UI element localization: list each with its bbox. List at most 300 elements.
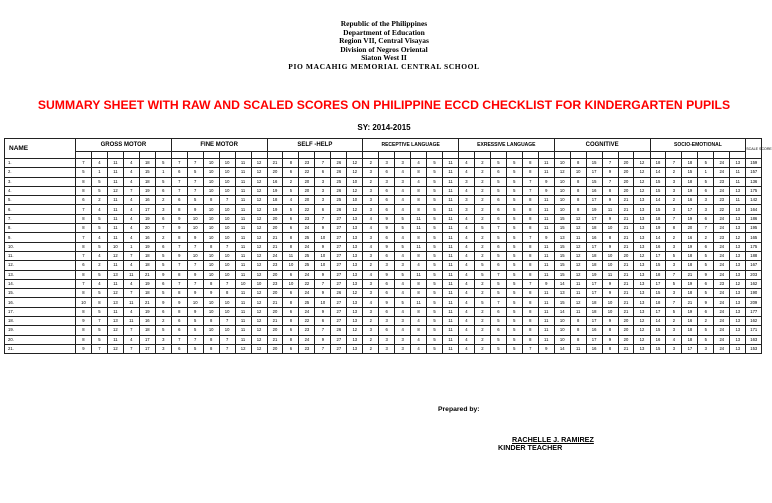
score-cell: 21	[618, 205, 634, 214]
score-cell: 4	[363, 270, 379, 279]
header-school: PIO MACAHIG MEMORIAL CENTRAL SCHOOL	[288, 61, 480, 71]
score-cell: 6	[698, 279, 714, 288]
score-cell: 25	[331, 196, 347, 205]
score-cell: 6	[379, 307, 395, 316]
score-cell: 27	[331, 307, 347, 316]
score-cell: 5	[474, 261, 490, 270]
score-cell: 22	[299, 279, 315, 288]
score-cell: 16	[586, 186, 602, 195]
scaled-score-cell: 190	[746, 289, 762, 298]
score-cell: 2	[283, 177, 299, 186]
score-cell: 10	[203, 214, 219, 223]
score-cell: 12	[570, 242, 586, 251]
score-cell: 6	[490, 326, 506, 335]
score-cell: 13	[730, 242, 746, 251]
score-cell: 18	[586, 298, 602, 307]
score-cell: 11	[538, 214, 554, 223]
score-cell: 9	[602, 317, 618, 326]
score-cell: 7	[123, 326, 139, 335]
table-row	[5, 326, 762, 335]
score-cell: 3	[395, 344, 411, 353]
score-cell: 4	[91, 205, 107, 214]
score-cell: 8	[283, 242, 299, 251]
score-cell: 12	[570, 224, 586, 233]
subheader-cell	[76, 152, 92, 159]
score-cell: 3	[363, 168, 379, 177]
score-cell: 24	[714, 270, 730, 279]
score-cell: 13	[634, 270, 650, 279]
score-cell: 5	[506, 307, 522, 316]
score-cell: 5	[427, 205, 443, 214]
score-cell: 7	[602, 177, 618, 186]
score-cell: 5	[506, 326, 522, 335]
score-cell: 5	[490, 344, 506, 353]
score-cell: 15	[139, 168, 155, 177]
score-cell: 6	[171, 326, 187, 335]
score-cell: 10	[203, 261, 219, 270]
score-cell: 11	[107, 205, 123, 214]
score-cell: 3	[698, 196, 714, 205]
score-cell: 6	[76, 261, 92, 270]
score-cell: 6	[155, 242, 171, 251]
score-cell: 13	[634, 261, 650, 270]
score-cell: 8	[602, 233, 618, 242]
score-cell: 8	[283, 233, 299, 242]
score-cell: 8	[522, 159, 538, 168]
score-cell: 10	[219, 168, 235, 177]
domain-header-row	[5, 139, 762, 152]
score-cell: 5	[506, 224, 522, 233]
score-cell: 13	[634, 298, 650, 307]
subheader-cell	[602, 152, 618, 159]
score-cell: 11	[443, 307, 459, 316]
subheader-cell	[666, 152, 682, 159]
score-cell: 11	[411, 214, 427, 223]
score-cell: 13	[347, 307, 363, 316]
score-cell: 17	[682, 344, 698, 353]
score-cell: 5	[155, 251, 171, 260]
score-cell: 13	[347, 224, 363, 233]
score-cell: 9	[187, 270, 203, 279]
table-row	[5, 205, 762, 214]
score-cell: 11	[538, 270, 554, 279]
score-cell: 18	[139, 177, 155, 186]
score-cell: 19	[267, 186, 283, 195]
score-cell: 19	[586, 205, 602, 214]
score-cell: 4	[395, 196, 411, 205]
score-cell: 11	[235, 196, 251, 205]
score-cell: 6	[283, 224, 299, 233]
scaled-score-cell: 159	[746, 159, 762, 168]
subheader-cell	[139, 152, 155, 159]
score-cell: 5	[283, 205, 299, 214]
subheader-cell	[219, 152, 235, 159]
table-row	[5, 261, 762, 270]
score-cell: 20	[267, 307, 283, 316]
score-cell: 27	[331, 233, 347, 242]
score-cell: 9	[538, 344, 554, 353]
score-cell: 2	[363, 261, 379, 270]
score-cell: 19	[682, 307, 698, 316]
score-cell: 10	[219, 159, 235, 168]
scaled-score-cell: 195	[746, 224, 762, 233]
subheader-cell	[315, 152, 331, 159]
score-cell: 10	[187, 214, 203, 223]
score-cell: 17	[586, 196, 602, 205]
score-cell: 11	[538, 159, 554, 168]
score-cell: 11	[443, 270, 459, 279]
score-cell: 13	[347, 279, 363, 288]
teacher-name: RACHELLE J. RAMIREZ	[512, 435, 594, 444]
score-cell: 10	[203, 205, 219, 214]
score-cell: 10	[219, 307, 235, 316]
score-cell: 11	[235, 214, 251, 223]
score-cell: 15	[554, 251, 570, 260]
subheader-cell	[730, 152, 746, 159]
subheader-cell	[458, 152, 474, 159]
row-number: 21.	[5, 344, 76, 353]
score-cell: 13	[730, 344, 746, 353]
scaled-score-cell: 142	[746, 196, 762, 205]
score-cell: 27	[331, 261, 347, 270]
score-cell: 18	[650, 270, 666, 279]
table-row	[5, 289, 762, 298]
score-cell: 11	[602, 205, 618, 214]
score-cell: 13	[347, 261, 363, 270]
score-cell: 18	[586, 251, 602, 260]
score-cell: 10	[203, 159, 219, 168]
score-cell: 11	[443, 289, 459, 298]
score-cell: 14	[650, 196, 666, 205]
score-cell: 10	[187, 251, 203, 260]
score-cell: 10	[107, 242, 123, 251]
score-cell: 9	[171, 214, 187, 223]
table-row	[5, 307, 762, 316]
score-cell: 2	[474, 242, 490, 251]
score-cell: 5	[506, 279, 522, 288]
score-cell: 5	[395, 224, 411, 233]
score-cell: 5	[187, 168, 203, 177]
subheader-cell	[251, 152, 267, 159]
score-cell: 23	[714, 177, 730, 186]
score-cell: 3	[666, 326, 682, 335]
subheader-cell	[187, 152, 203, 159]
score-cell: 6	[490, 205, 506, 214]
score-cell: 6	[379, 186, 395, 195]
score-cell: 2	[474, 186, 490, 195]
score-cell: 4	[123, 159, 139, 168]
score-cell: 10	[347, 177, 363, 186]
score-cell: 4	[411, 261, 427, 270]
row-number: 3.	[5, 177, 76, 186]
score-cell: 7	[522, 186, 538, 195]
score-cell: 4	[458, 186, 474, 195]
score-cell: 22	[714, 205, 730, 214]
score-cell: 17	[586, 317, 602, 326]
score-cell: 12	[251, 261, 267, 270]
score-cell: 24	[299, 270, 315, 279]
score-cell: 12	[554, 168, 570, 177]
score-cell: 4	[458, 261, 474, 270]
score-cell: 5	[187, 326, 203, 335]
score-cell: 8	[570, 159, 586, 168]
score-cell: 5	[427, 159, 443, 168]
score-cell: 10	[315, 298, 331, 307]
score-cell: 11	[123, 317, 139, 326]
teacher-position: KINDER TEACHER	[498, 443, 563, 452]
score-cell: 7	[315, 344, 331, 353]
score-cell: 21	[618, 279, 634, 288]
score-cell: 5	[698, 159, 714, 168]
score-cell: 5	[698, 326, 714, 335]
score-cell: 1	[698, 168, 714, 177]
score-cell: 3	[666, 186, 682, 195]
score-cell: 5	[427, 317, 443, 326]
score-cell: 18	[682, 261, 698, 270]
score-cell: 11	[443, 298, 459, 307]
score-cell: 4	[458, 270, 474, 279]
score-cell: 11	[443, 242, 459, 251]
score-cell: 3	[395, 177, 411, 186]
score-cell: 5	[427, 298, 443, 307]
score-cell: 12	[107, 186, 123, 195]
score-cell: 3	[395, 261, 411, 270]
score-cell: 7	[187, 242, 203, 251]
score-cell: 10	[203, 168, 219, 177]
score-cell: 6	[171, 344, 187, 353]
score-cell: 18	[682, 177, 698, 186]
score-cell: 11	[443, 205, 459, 214]
score-cell: 18	[139, 251, 155, 260]
score-cell: 7	[315, 159, 331, 168]
score-cell: 9	[171, 224, 187, 233]
table-row	[5, 279, 762, 288]
score-cell: 13	[730, 317, 746, 326]
score-cell: 24	[714, 326, 730, 335]
score-cell: 15	[586, 177, 602, 186]
row-number: 20.	[5, 335, 76, 344]
score-cell: 11	[538, 326, 554, 335]
school-year: SY: 2014-2015	[357, 123, 411, 132]
score-cell: 4	[123, 168, 139, 177]
score-cell: 11	[538, 289, 554, 298]
score-cell: 8	[203, 242, 219, 251]
subheader-cell	[554, 152, 570, 159]
score-cell: 17	[586, 279, 602, 288]
score-cell: 17	[586, 168, 602, 177]
score-cell: 8	[522, 214, 538, 223]
score-cell: 11	[443, 186, 459, 195]
score-cell: 2	[474, 177, 490, 186]
score-cell: 17	[650, 251, 666, 260]
score-cell: 5	[474, 224, 490, 233]
score-cell: 8	[76, 335, 92, 344]
score-cell: 6	[379, 289, 395, 298]
score-cell: 7	[187, 186, 203, 195]
score-cell: 2	[363, 317, 379, 326]
score-cell: 7	[187, 335, 203, 344]
score-cell: 6	[171, 196, 187, 205]
score-cell: 3	[666, 344, 682, 353]
signature-block	[498, 436, 594, 452]
subheader-cell	[586, 152, 602, 159]
subheader-cell	[283, 152, 299, 159]
score-cell: 9	[76, 344, 92, 353]
score-cell: 22	[299, 168, 315, 177]
subheader-cell	[682, 152, 698, 159]
score-cell: 24	[714, 289, 730, 298]
score-cell: 4	[91, 251, 107, 260]
score-cell: 4	[123, 177, 139, 186]
score-cell: 11	[538, 317, 554, 326]
header-country: Republic of the Philippines	[340, 19, 428, 28]
score-cell: 18	[139, 289, 155, 298]
score-cell: 5	[427, 335, 443, 344]
domain-header-socio-emotional: SOCIO-EMOTIONAL	[650, 139, 746, 152]
score-cell: 3	[363, 251, 379, 260]
subheader-cell	[123, 152, 139, 159]
score-cell: 10	[76, 298, 92, 307]
table-row	[5, 251, 762, 260]
score-cell: 8	[570, 177, 586, 186]
score-cell: 16	[650, 242, 666, 251]
score-cell: 10	[203, 251, 219, 260]
score-cell: 20	[267, 270, 283, 279]
score-cell: 7	[76, 279, 92, 288]
score-cell: 4	[458, 159, 474, 168]
score-cell: 7	[76, 233, 92, 242]
score-cell: 11	[235, 289, 251, 298]
score-cell: 4	[395, 168, 411, 177]
score-cell: 5	[666, 307, 682, 316]
score-cell: 24	[714, 242, 730, 251]
score-cell: 10	[203, 177, 219, 186]
score-cell: 2	[474, 251, 490, 260]
score-cell: 5	[506, 205, 522, 214]
score-cell: 20	[299, 177, 315, 186]
score-cell: 15	[650, 344, 666, 353]
subheader-cell	[411, 152, 427, 159]
row-number: 7.	[5, 214, 76, 223]
score-cell: 16	[586, 326, 602, 335]
score-cell: 5	[155, 261, 171, 270]
score-cell: 5	[698, 251, 714, 260]
score-cell: 10	[283, 279, 299, 288]
score-cell: 15	[554, 270, 570, 279]
name-column-header: NAME	[5, 139, 76, 159]
score-cell: 12	[570, 261, 586, 270]
score-cell: 3	[155, 205, 171, 214]
score-cell: 4	[283, 196, 299, 205]
score-cell: 6	[379, 279, 395, 288]
score-cell: 2	[474, 233, 490, 242]
score-cell: 4	[123, 196, 139, 205]
score-cell: 23	[299, 344, 315, 353]
score-cell: 20	[618, 168, 634, 177]
score-cell: 8	[522, 205, 538, 214]
score-cell: 7	[219, 196, 235, 205]
score-cell: 21	[618, 270, 634, 279]
score-cell: 8	[219, 289, 235, 298]
score-cell: 10	[203, 233, 219, 242]
score-cell: 7	[123, 251, 139, 260]
score-cell: 5	[91, 335, 107, 344]
score-cell: 9	[379, 242, 395, 251]
score-cell: 2	[474, 279, 490, 288]
score-cell: 21	[618, 307, 634, 316]
score-cell: 5	[427, 196, 443, 205]
score-cell: 10	[219, 177, 235, 186]
row-number: 15.	[5, 289, 76, 298]
prepared-by-label: Prepared by:	[438, 406, 480, 413]
score-cell: 5	[506, 261, 522, 270]
score-cell: 13	[107, 270, 123, 279]
score-cell: 14	[554, 279, 570, 288]
score-cell: 5	[187, 317, 203, 326]
score-cell: 9	[155, 298, 171, 307]
scaled-score-cell: 203	[746, 270, 762, 279]
score-cell: 11	[411, 298, 427, 307]
scaled-score-header: SCALE SCORE	[746, 139, 762, 159]
score-cell: 4	[395, 326, 411, 335]
score-cell: 10	[187, 298, 203, 307]
score-cell: 4	[123, 279, 139, 288]
score-cell: 14	[554, 344, 570, 353]
score-cell: 11	[538, 168, 554, 177]
score-cell: 10	[602, 224, 618, 233]
score-cell: 5	[666, 279, 682, 288]
table-row	[5, 214, 762, 223]
score-cell: 9	[171, 298, 187, 307]
score-cell: 12	[251, 242, 267, 251]
score-cell: 3	[379, 177, 395, 186]
score-cell: 24	[714, 168, 730, 177]
score-cell: 5	[506, 251, 522, 260]
score-cell: 21	[682, 270, 698, 279]
score-cell: 8	[602, 186, 618, 195]
score-cell: 2	[363, 335, 379, 344]
score-cell: 13	[107, 317, 123, 326]
score-cell: 16	[139, 196, 155, 205]
score-cell: 8	[411, 196, 427, 205]
score-cell: 18	[586, 261, 602, 270]
score-cell: 1	[155, 168, 171, 177]
row-number: 17.	[5, 307, 76, 316]
score-cell: 4	[458, 214, 474, 223]
score-cell: 12	[107, 344, 123, 353]
row-number: 16.	[5, 298, 76, 307]
score-cell: 6	[171, 168, 187, 177]
score-cell: 8	[283, 298, 299, 307]
score-cell: 12	[634, 186, 650, 195]
score-cell: 2	[363, 344, 379, 353]
score-cell: 20	[267, 168, 283, 177]
score-cell: 7	[91, 317, 107, 326]
score-cell: 11	[730, 196, 746, 205]
score-cell: 4	[123, 233, 139, 242]
score-cell: 10	[219, 224, 235, 233]
score-cell: 11	[443, 159, 459, 168]
subheader-cell	[155, 152, 171, 159]
score-cell: 10	[730, 205, 746, 214]
score-cell: 1	[91, 168, 107, 177]
subheader-cell	[427, 152, 443, 159]
score-cell: 7	[171, 261, 187, 270]
score-cell: 7	[187, 261, 203, 270]
score-cell: 11	[235, 168, 251, 177]
score-cell: 10	[602, 307, 618, 316]
score-cell: 4	[411, 335, 427, 344]
